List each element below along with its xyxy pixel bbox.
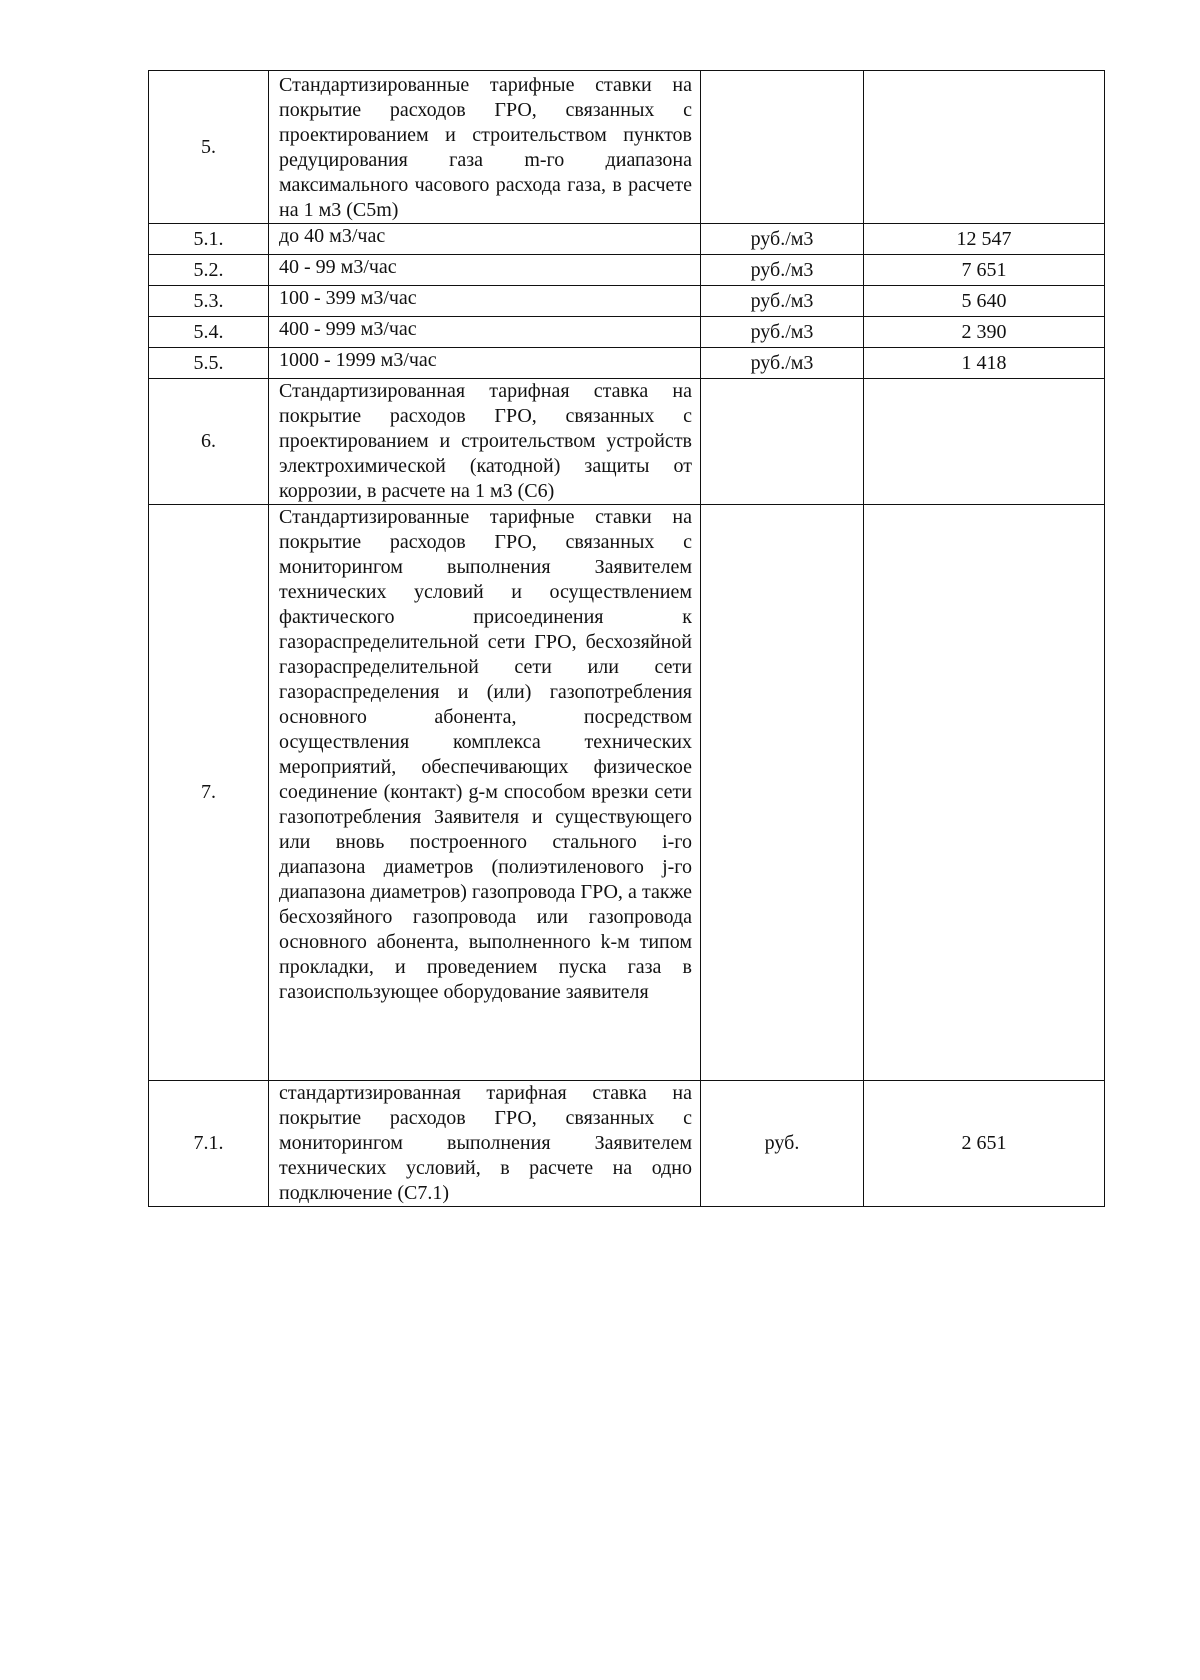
row-number: 5.5.: [149, 348, 269, 379]
tariff-table: [148, 70, 1105, 1207]
row-value: [864, 71, 1105, 224]
table-row: [149, 255, 1105, 286]
row-number: 6.: [149, 379, 269, 505]
row-unit: [701, 71, 864, 224]
row-value: 1 418: [864, 348, 1105, 379]
row-number: 5.4.: [149, 317, 269, 348]
row-unit: руб./м3: [701, 348, 864, 379]
row-description: 100 - 399 м3/час: [269, 286, 701, 317]
table-row: [149, 505, 1105, 1081]
row-description: 400 - 999 м3/час: [269, 317, 701, 348]
row-value: 7 651: [864, 255, 1105, 286]
row-number: 7.: [149, 505, 269, 1081]
table-row: [149, 379, 1105, 505]
row-number: 5.3.: [149, 286, 269, 317]
row-description: 1000 - 1999 м3/час: [269, 348, 701, 379]
row-description: 40 - 99 м3/час: [269, 255, 701, 286]
row-description: стандартизированная тарифная ставка на покрытие расходов ГРО, связанных с мониторингом выполнения Заявителем технических условий, в расчете на одно подключение (С7.1): [269, 1081, 701, 1207]
row-value: 5 640: [864, 286, 1105, 317]
table-row: [149, 348, 1105, 379]
table-row: [149, 71, 1105, 224]
row-description: до 40 м3/час: [269, 224, 701, 255]
table-row: [149, 317, 1105, 348]
table-row: [149, 286, 1105, 317]
table-row: [149, 1081, 1105, 1207]
row-unit: руб./м3: [701, 317, 864, 348]
row-unit: [701, 505, 864, 1081]
row-value: 12 547: [864, 224, 1105, 255]
row-description: Стандартизированные тарифные ставки на покрытие расходов ГРО, связанных с мониторингом выполнения Заявителем технических условий и осуществлением фактического присоединения к газораспределительной сети ГРО, бесхозяйной газораспределительной сети или сети газораспределения и (или) газопотребления основного абонента, посредством осуществления комплекса технических мероприятий, обеспечивающих физическое соединение (контакт) g-м способом врезки сети газопотребления Заявителя и существующего или вновь построенного стального i-го диапазона диаметров (полиэтиленового j-го диапазона диаметров) газопровода ГРО, а также бесхозяйного газопровода или газопровода основного абонента, выполненного k-м типом прокладки, и проведением пуска газа в газоиспользующее оборудование заявителя: [269, 505, 701, 1081]
row-number: 5.: [149, 71, 269, 224]
row-unit: руб.: [701, 1081, 864, 1207]
row-description: Стандартизированная тарифная ставка на покрытие расходов ГРО, связанных с проектированием и строительством устройств электрохимической (катодной) защиты от коррозии, в расчете на 1 м3 (С6): [269, 379, 701, 505]
row-unit: руб./м3: [701, 224, 864, 255]
row-number: 7.1.: [149, 1081, 269, 1207]
row-value: [864, 505, 1105, 1081]
row-number: 5.2.: [149, 255, 269, 286]
row-unit: руб./м3: [701, 286, 864, 317]
row-number: 5.1.: [149, 224, 269, 255]
table-row: [149, 224, 1105, 255]
row-description: Стандартизированные тарифные ставки на покрытие расходов ГРО, связанных с проектированием и строительством пунктов редуцирования газа m-го диапазона максимального часового расхода газа, в расчете на 1 м3 (C5m): [269, 71, 701, 224]
row-unit: [701, 379, 864, 505]
row-value: [864, 379, 1105, 505]
row-unit: руб./м3: [701, 255, 864, 286]
row-value: 2 390: [864, 317, 1105, 348]
row-value: 2 651: [864, 1081, 1105, 1207]
